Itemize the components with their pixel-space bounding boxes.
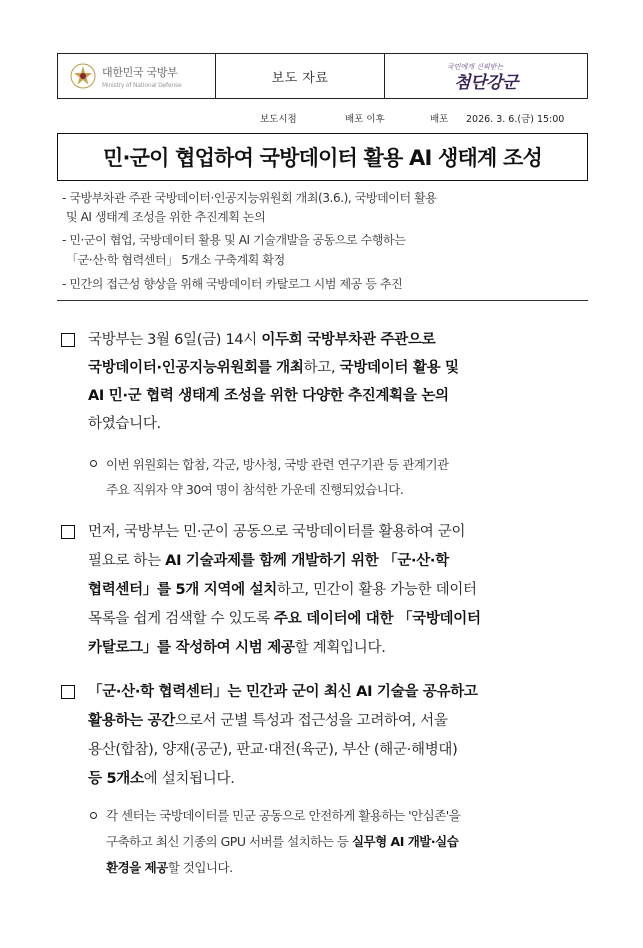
summary-line: 및 AI 생태계 조성을 위한 추진계획 논의	[66, 210, 266, 224]
p3-sub-line: 각 센터는 국방데이터를 민군 공동으로 안전하게 활용하는 '안심존'을	[106, 808, 461, 823]
slogan-big: 첨단강군	[454, 72, 518, 93]
paragraph-marker-square	[61, 333, 75, 347]
p2-bold: 주요 데이터에 대한 「국방데이터	[274, 611, 481, 627]
slogan-cell	[385, 54, 587, 98]
embargo-value: 배포 이후	[345, 114, 385, 125]
slogan-small: 국민에게 신뢰받는	[447, 63, 504, 71]
summary-divider	[57, 300, 588, 301]
p2-text: 먼저, 국방부는 민·군이 공동으로 국방데이터를 활용하여 군이	[88, 524, 466, 540]
p2-text: 필요로 하는	[88, 553, 166, 569]
p3-text: 용산(합참), 양재(공군), 판교·대전(육군), 부산 (해군·해병대)	[88, 742, 458, 758]
p3-sub-text: 구축하고 최신 기종의 GPU 서버를 설치하는 등	[106, 834, 352, 849]
p1-bold: 국방데이터·인공지능위원회를 개최	[88, 360, 304, 376]
ministry-logo-cell	[58, 54, 215, 98]
p2-text: 하고, 민간이 활용 가능한 데이터	[277, 582, 477, 598]
ministry-name-english: Ministry of National Defense	[102, 81, 182, 89]
p1-bold: AI 민·군 협력 생태계 조성을 위한 다양한 추진계획을 논의	[88, 388, 449, 404]
p1-text: 하고,	[303, 360, 340, 376]
p1-bold: 국방데이터 활용 및	[339, 360, 459, 376]
headline-box	[57, 133, 588, 181]
sub-bullet-circle	[90, 460, 97, 467]
summary-line: 「군·산·학 협력센터」 5개소 구축계획 확정	[66, 253, 285, 267]
page-title: 민·군이 협업하여 국방데이터 활용 AI 생태계 조성	[103, 146, 542, 170]
release-label: 배포	[430, 114, 449, 125]
sub-bullet-circle	[90, 812, 97, 819]
p1-bold: 이두희 국방부차관 주관으로	[261, 332, 436, 348]
document-type: 보도 자료	[215, 54, 385, 98]
p3-sub-bold: 실무형 AI 개발·실습	[351, 834, 459, 849]
press-release-header	[57, 53, 588, 99]
p1-sub-line: 이번 위원회는 합참, 각군, 방사청, 국방 관련 연구기관 등 관계기관	[106, 457, 449, 472]
p3-sub-line	[106, 858, 233, 876]
p1-text: 하였습니다.	[88, 416, 161, 432]
embargo-label: 보도시점	[260, 114, 297, 125]
p2-bold: 카탈로그」를 작성하여 시범 제공	[88, 640, 295, 656]
p2-text: 목록을 쉽게 검색할 수 있도록	[88, 611, 275, 627]
p3-text: 으로서 군별 특성과 접근성을 고려하여, 서울	[175, 713, 448, 729]
ministry-name: 대한민국 국방부	[102, 65, 178, 79]
p3-bold: 「군·산·학 협력센터」는 민간과 군이 최신 AI 기술을 공유하고	[88, 684, 478, 700]
p3-sub-text: 할 것입니다.	[167, 860, 233, 875]
p3-bold: 등 5개소	[88, 771, 144, 787]
summary-line: - 민·군이 협업, 국방데이터 활용 및 AI 기술개발을 공동으로 수행하는	[62, 233, 406, 247]
embargo-line	[0, 111, 588, 124]
ministry-emblem-icon	[70, 63, 96, 89]
paragraph-marker-square	[61, 525, 75, 539]
p2-bold: AI 기술과제를 함께 개발하기 위한 「군·산·학	[165, 553, 449, 569]
p3-sub-line	[106, 832, 458, 850]
p3-sub-bold: 환경을 제공	[106, 860, 168, 875]
p2-text: 할 계획입니다.	[294, 640, 386, 656]
p1-text: 국방부는 3월 6일(금) 14시	[88, 332, 262, 348]
paragraph-marker-square	[61, 685, 75, 699]
p2-bold: 협력센터」를 5개 지역에 설치	[88, 582, 278, 598]
release-datetime: 2026. 3. 6.(금) 15:00	[466, 114, 565, 125]
p3-text: 에 설치됩니다.	[143, 771, 235, 787]
summary-line: - 국방부차관 주관 국방데이터·인공지능위원회 개최(3.6.), 국방데이터 활용	[62, 191, 437, 205]
p1-sub-line: 주요 직위자 약 30여 명이 참석한 가운데 진행되었습니다.	[106, 482, 404, 497]
p3-bold: 활용하는 공간	[88, 713, 175, 729]
summary-line: - 민간의 접근성 향상을 위해 국방데이터 카탈로그 시범 제공 등 추진	[62, 277, 403, 291]
